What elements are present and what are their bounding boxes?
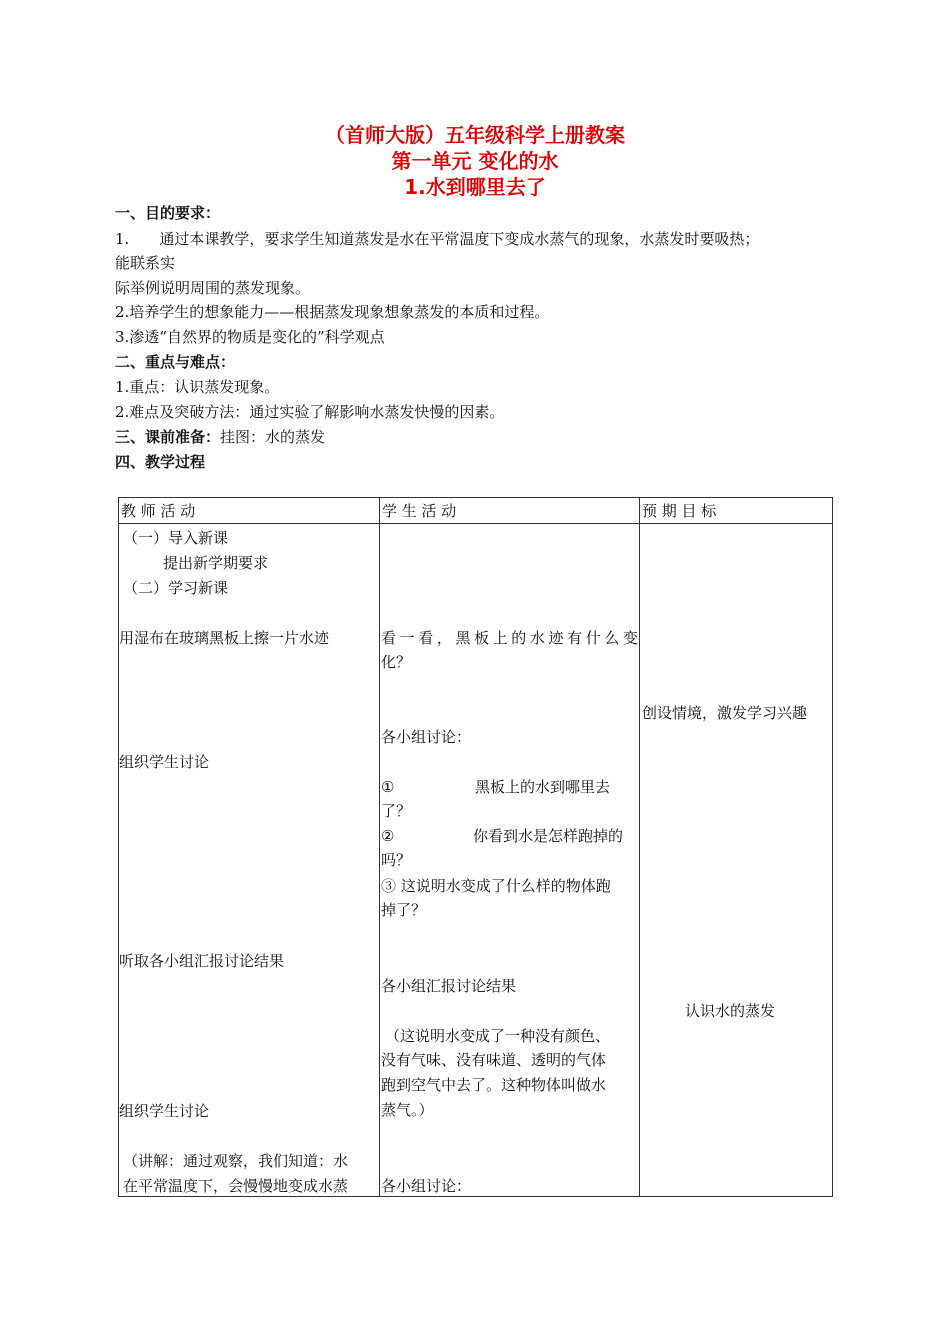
objective-3: 3.渗透“自然界的物质是变化的”科学观点 — [115, 328, 385, 346]
teaching-process-table — [118, 497, 833, 1197]
student-activity-cell — [380, 524, 640, 1197]
table-body-row — [119, 524, 833, 1197]
teacher-line: 听取各小组汇报讨论结果 — [119, 952, 285, 970]
student-line: 看一看，黑板上的水迹有什么变 — [381, 629, 638, 647]
student-line: 各小组讨论： — [381, 1177, 472, 1195]
keypoint-2: 2.难点及突破方法：通过实验了解影响水蒸发快慢的因素。 — [115, 403, 505, 421]
section-preparation-text: 挂图：水的蒸发 — [220, 428, 326, 446]
teacher-line: （讲解：通过观察，我们知道：水 — [123, 1152, 349, 1170]
doc-title: （首师大版）五年级科学上册教案 — [325, 123, 625, 147]
student-line: ③ 这说明水变成了什么样的物体跑 — [381, 877, 611, 895]
student-line: 跑到空气中去了。这种物体叫做水 — [381, 1076, 607, 1094]
expected-goal-cell — [640, 524, 833, 1197]
student-line: 化？ — [381, 653, 412, 671]
unit-title: 第一单元 变化的水 — [391, 149, 559, 173]
teacher-line: 组织学生讨论 — [119, 753, 210, 771]
teacher-line: 组织学生讨论 — [119, 1102, 210, 1120]
goal-line: 认识水的蒸发 — [685, 1002, 776, 1020]
student-line: 各小组讨论： — [381, 728, 472, 746]
table-header-row — [119, 498, 833, 524]
header-student — [380, 498, 640, 524]
section-preparation-heading: 三、课前准备： — [115, 428, 221, 446]
objective-1-continued-2: 际举例说明周围的蒸发现象。 — [115, 279, 311, 297]
header-student-label: 学 生 活 动 — [382, 502, 457, 520]
student-line: 掉了？ — [381, 901, 427, 919]
student-line: 没有气味、没有味道、透明的气体 — [381, 1051, 607, 1069]
question-2-marker: ② — [381, 827, 395, 845]
section-objectives-heading: 一、目的要求： — [115, 204, 221, 222]
student-line: 了？ — [381, 802, 412, 820]
student-line: （这说明水变成了一种没有颜色、 — [385, 1027, 611, 1045]
section-process-heading: 四、教学过程 — [115, 453, 206, 471]
section-keypoints-heading: 二、重点与难点： — [115, 353, 236, 371]
objective-2: 2.培养学生的想象能力——根据蒸发现象想象蒸发的本质和过程。 — [115, 303, 550, 321]
goal-line: 创设情境，激发学习兴趣 — [642, 704, 808, 722]
student-line: 吗？ — [381, 851, 412, 869]
teacher-line: 用湿布在玻璃黑板上擦一片水迹 — [119, 629, 330, 647]
objective-1-continued: 能联系实 — [115, 254, 176, 272]
header-goal-label: 预 期 目 标 — [642, 502, 717, 520]
header-teacher — [119, 498, 380, 524]
student-line: 你看到水是怎样跑掉的 — [473, 827, 624, 845]
teacher-line: （一）导入新课 — [123, 529, 229, 547]
teacher-line: （二）学习新课 — [123, 579, 229, 597]
student-line: 蒸气。） — [381, 1101, 434, 1119]
header-goal — [640, 498, 833, 524]
section-preparation — [115, 427, 325, 447]
objective-1 — [115, 229, 759, 249]
objective-1-text: 通过本课教学，要求学生知道蒸发是水在平常温度下变成水蒸气的现象，水蒸发时要吸热； — [159, 230, 760, 248]
lesson-title: 1.水到哪里去了 — [404, 175, 546, 199]
objective-1-number: 1. — [115, 230, 130, 248]
student-line: 黑板上的水到哪里去 — [475, 778, 611, 796]
question-1-marker: ① — [381, 778, 395, 796]
teacher-line: 在平常温度下，会慢慢地变成水蒸 — [123, 1177, 349, 1195]
header-teacher-label: 教 师 活 动 — [121, 502, 196, 520]
teacher-activity-cell — [119, 524, 380, 1197]
student-line: 各小组汇报讨论结果 — [381, 977, 517, 995]
keypoint-1: 1.重点：认识蒸发现象。 — [115, 378, 280, 396]
teacher-line: 提出新学期要求 — [163, 554, 269, 572]
